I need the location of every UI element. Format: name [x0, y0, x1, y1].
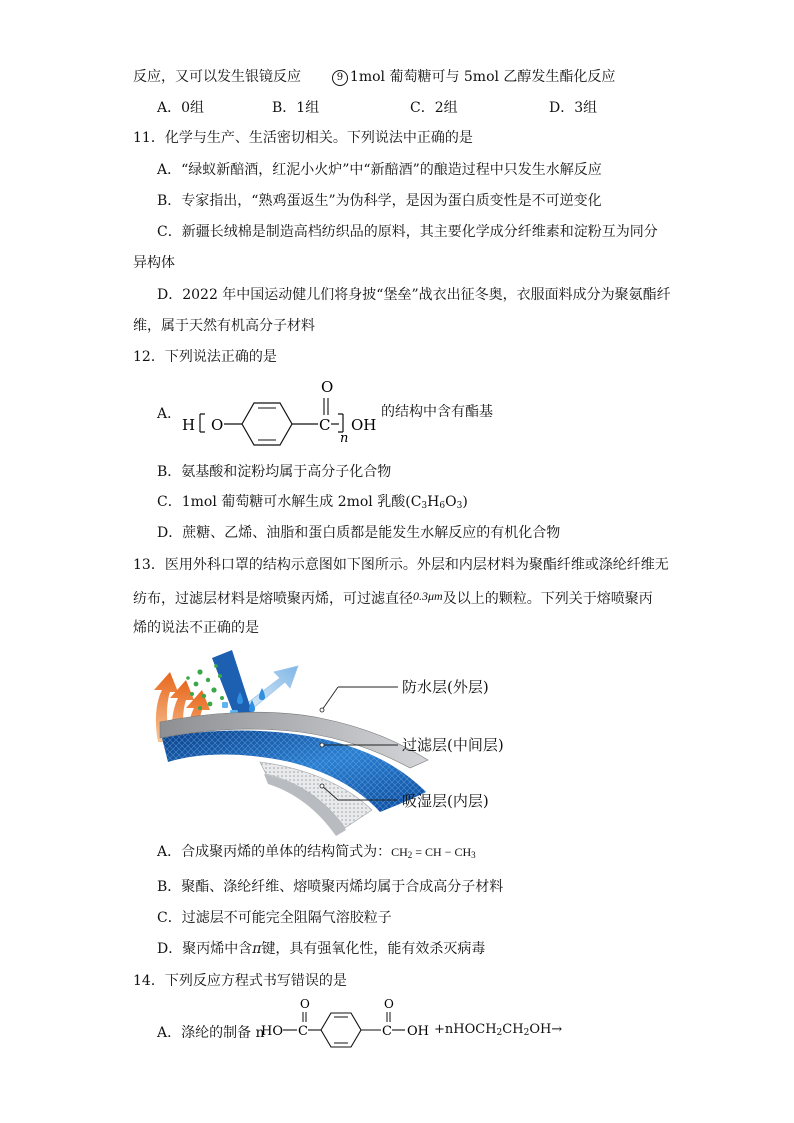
q13-option-c: C．过滤层不可能完全阻隔气溶胶粒子: [157, 910, 392, 926]
atom-o: O: [211, 416, 224, 434]
benzene-ring-icon: [242, 403, 292, 445]
q12-stem: 12．下列说法正确的是: [133, 349, 277, 365]
q12-option-c: C．1mol 葡萄糖可水解生成 2mol 乳酸$(C_3H_6O_3)$: [157, 494, 468, 511]
option-a: A．0组: [157, 100, 205, 116]
oxygen-right: O: [384, 997, 394, 1011]
q13-stem-line2: 纺布，过滤层材料是熔喷聚丙烯，可过滤直径0.3μm及以上的颗粒。下列关于熔喷聚丙: [133, 589, 653, 607]
q11-option-c-cont: 异构体: [133, 255, 175, 271]
continued-line: [133, 67, 615, 87]
q11-option-b: B．专家指出，“熟鸡蛋返生”为伪科学，是因为蛋白质变性是不可逆变化: [157, 193, 602, 209]
q14-stem: 14．下列反应方程式书写错误的是: [133, 973, 347, 989]
carbon-right: C: [382, 1024, 392, 1039]
group-oh: OH: [407, 1024, 429, 1039]
incoming-stream-icon: [212, 650, 252, 720]
q12-option-a-label: A．: [157, 406, 182, 422]
label-middle-layer: 过滤层(中间层): [402, 736, 504, 754]
atom-h: H: [182, 416, 196, 434]
q11-stem: 11．化学与生产、生活密切相关。下列说法中正确的是: [133, 130, 473, 146]
q11-option-d-cont: 维，属于天然有机高分子材料: [133, 318, 315, 334]
circled-number-icon: 9: [332, 70, 348, 86]
option-c: C．2组: [410, 100, 458, 116]
statement-nine: 1mol 葡萄糖可与 5mol 乙醇发生酯化反应: [349, 69, 616, 85]
q13-stem-line1: 13．医用外科口罩的结构示意图如下图所示。外层和内层材料为聚酯纤维或涤纶纤维无: [133, 557, 669, 573]
carbon-left: C: [298, 1024, 308, 1039]
terephthalic-acid-structure: [259, 996, 439, 1056]
option-d: D．3组: [549, 100, 598, 116]
q13-option-a: A．合成聚丙烯的单体的结构简式为：$CH_2$ = CH − $CH_3$: [157, 844, 476, 860]
atom-c: C: [319, 416, 331, 434]
q11-option-a: A．“绿蚁新醅酒，红泥小火炉”中“新醅酒”的酿造过程中只发生水解反应: [157, 162, 602, 178]
propylene-formula: $CH_2$ = CH − $CH_3$: [391, 845, 476, 860]
q13-option-b: B．聚酯、涤纶纤维、熔喷聚丙烯均属于合成高分子材料: [157, 879, 504, 895]
q12-option-b: B．氨基酸和淀粉均属于高分子化合物: [157, 464, 392, 480]
option-b: B．1组: [272, 100, 320, 116]
q11-option-d: D．2022 年中国运动健儿们将身披“堡垒”战衣出征冬奥，衣服面料成分为聚氨酯纤: [157, 287, 671, 303]
diameter-value: 0.3μm: [413, 589, 443, 603]
subscript-n: n: [340, 431, 349, 446]
label-outer-layer: 防水层(外层): [402, 678, 489, 696]
q14-option-a-label: A．涤纶的制备 n: [157, 1025, 265, 1041]
oxygen-left: O: [300, 997, 310, 1011]
group-oh: OH: [351, 416, 377, 434]
q13-option-d: D．聚丙烯中含π键，具有强氧化性，能有效杀灭病毒: [157, 941, 486, 957]
atom-o-carbonyl: O: [321, 378, 334, 396]
q12-option-a-text: 的结构中含有酯基: [381, 404, 493, 420]
benzene-ring-icon: [321, 1013, 361, 1047]
continued-text: 反应，又可以发生银镜反应: [133, 69, 301, 85]
label-inner-layer: 吸湿层(内层): [402, 792, 489, 810]
q12-option-d: D．蔗糖、乙烯、油脂和蛋白质都是能发生水解反应的有机化合物: [157, 525, 561, 541]
q13-stem-line3: 烯的说法不正确的是: [133, 620, 259, 636]
group-ho: HO: [261, 1024, 283, 1039]
q11-option-c: C．新疆长绒棉是制造高档纺织品的原料，其主要化学成分纤维素和淀粉互为同分: [157, 224, 658, 240]
polyester-structure: [178, 378, 388, 448]
q14-option-a-tail: $+nHOCH_2CH_2OH\to$: [434, 1022, 563, 1038]
